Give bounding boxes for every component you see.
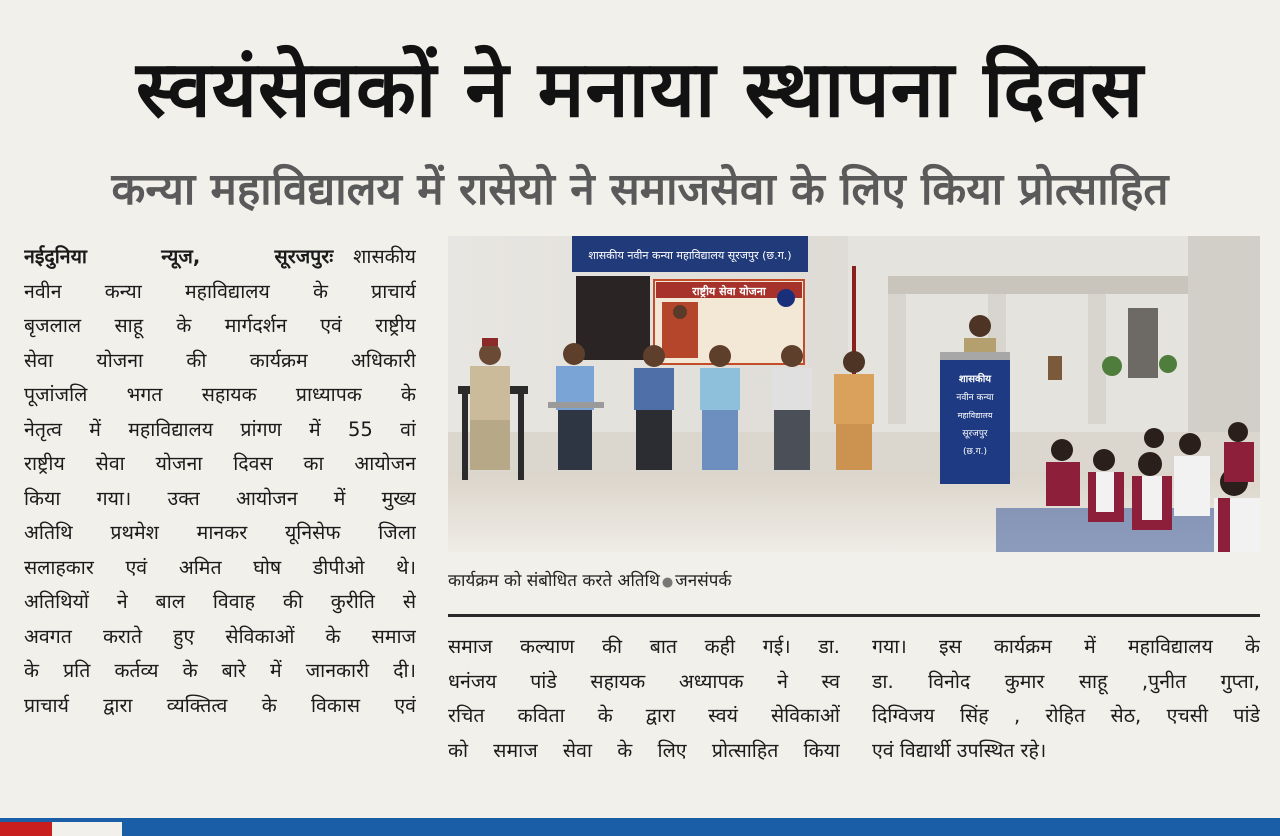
article-column-right xyxy=(872,630,1260,768)
caption-separator: ● xyxy=(661,575,674,590)
podium-line: महाविद्यालय xyxy=(957,411,993,420)
caption-text: कार्यक्रम को संबोधित करते अतिथि xyxy=(448,571,660,591)
article-line: सेवा योजना की कार्यक्रम अधिकारी xyxy=(24,348,416,372)
article-line-text: शासकीय xyxy=(353,245,416,268)
article-line: राष्ट्रीय सेवा योजना दिवस का आयोजन xyxy=(24,452,416,475)
article-line: दिग्विजय सिंह , रोहित सेठ, एचसी पांडे xyxy=(872,704,1260,727)
article-line: अतिथियों ने बाल विवाह की कुरीति से xyxy=(24,590,416,613)
article-line: के प्रति कर्तव्य के बारे में जानकारी दी। xyxy=(24,659,416,682)
subheadline: कन्या महाविद्यालय में रासेयो ने समाजसेवा के लिए किया प्रोत्साहित xyxy=(111,164,1169,215)
article-line: अवगत कराते हुए सेविकाओं के समाज xyxy=(24,624,416,648)
article-line: को समाज सेवा के लिए प्रोत्साहित किया xyxy=(448,738,840,762)
article-column-middle xyxy=(448,630,840,768)
poster-text: राष्ट्रीय सेवा योजना xyxy=(692,285,766,298)
article-line: धनंजय पांडे सहायक अध्यापक ने स्व xyxy=(448,669,840,693)
podium-line: शासकीय xyxy=(958,374,992,385)
article-line: समाज कल्याण की बात कही गई। डा. xyxy=(448,635,840,658)
article-line xyxy=(24,240,416,275)
article-line: नेतृत्व में महाविद्यालय प्रांगण में 55 वां xyxy=(24,417,416,441)
photo-banner-text: शासकीय नवीन कन्या महाविद्यालय सूरजपुर (छ.ग.) xyxy=(588,249,792,262)
dateline: नईदुनिया न्यूज, सूरजपुरः xyxy=(24,245,334,268)
podium-line: सूरजपुर xyxy=(962,429,988,439)
bottom-bar-white-accent xyxy=(52,822,122,836)
article-column-left xyxy=(24,240,416,723)
article-line: पूजांजलि भगत सहायक प्राध्यापक के xyxy=(24,383,416,406)
article-line: गया। इस कार्यक्रम में महाविद्यालय के xyxy=(872,635,1260,658)
event-photo-illustration xyxy=(448,236,1260,552)
bottom-bar-red-accent xyxy=(0,822,52,836)
article-line: नवीन कन्या महाविद्यालय के प्राचार्य xyxy=(24,279,416,303)
headline: स्वयंसेवकों ने मनाया स्थापना दिवस xyxy=(136,45,1144,135)
article-line: बृजलाल साहू के मार्गदर्शन एवं राष्ट्रीय xyxy=(24,314,416,337)
photo-caption xyxy=(448,566,731,596)
event-photo xyxy=(448,236,1260,552)
article-line: किया गया। उक्त आयोजन में मुख्य xyxy=(24,486,416,510)
podium-line: नवीन कन्या xyxy=(956,393,994,403)
article-line: डा. विनोद कुमार साहू ,पुनीत गुप्ता, xyxy=(872,669,1260,693)
photo-credit: जनसंपर्क xyxy=(675,571,732,591)
podium-line: (छ.ग.) xyxy=(962,447,988,457)
article-line: एवं विद्यार्थी उपस्थित रहे। xyxy=(872,738,1047,762)
article-line: प्राचार्य द्वारा व्यक्तित्व के विकास एवं xyxy=(24,693,416,717)
article-line: अतिथि प्रथमेश मानकर यूनिसेफ जिला xyxy=(24,521,416,544)
article-line: रचित कविता के द्वारा स्वयं सेविकाओं xyxy=(448,704,840,727)
article-line: सलाहकार एवं अमित घोष डीपीओ थे। xyxy=(24,555,416,579)
bottom-color-bar xyxy=(0,818,1280,836)
column-rule xyxy=(448,614,1260,617)
